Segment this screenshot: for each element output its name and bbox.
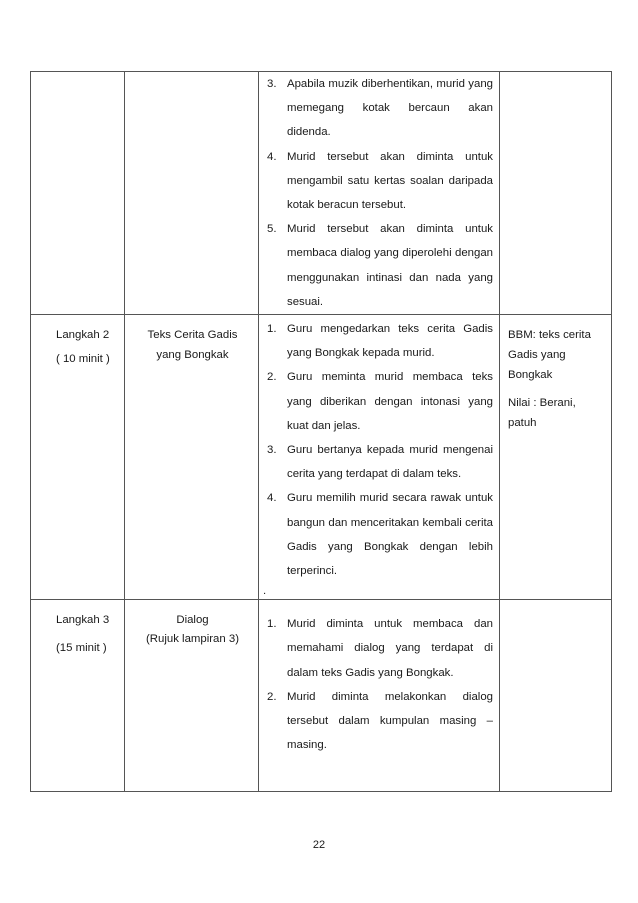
material-cell: Teks Cerita Gadis yang Bongkak <box>125 315 259 600</box>
notes-cell <box>500 315 612 600</box>
page-number: 22 <box>312 839 326 851</box>
list-item: 2. Guru meminta murid membaca teks yang diberikan dengan intonasi yang kuat dan jelas. <box>267 371 493 432</box>
material-cell: Dialog (Rujuk lampiran 3) <box>125 600 259 792</box>
step-label: Langkah 2 <box>56 329 110 342</box>
step-label: Langkah 3 <box>56 614 110 627</box>
list-item: 4. Murid tersebut akan diminta untuk mengambil satu kertas soalan daripada kotak beracun tersebut. <box>267 150 493 212</box>
notes-cell <box>500 72 612 315</box>
activity-cell <box>259 315 500 600</box>
table-row <box>31 72 612 315</box>
values-note: Nilai : Berani, patuh <box>508 397 576 430</box>
trailing-dot: . <box>263 585 267 598</box>
step-duration: ( 10 minit ) <box>56 353 110 366</box>
notes-cell <box>500 600 612 792</box>
step-cell <box>31 315 125 600</box>
step-duration: (15 minit ) <box>56 642 107 655</box>
material-cell <box>125 72 259 315</box>
step-cell <box>31 600 125 792</box>
list-item: 2. Murid diminta melakonkan dialog tersebut dalam kumpulan masing – masing. <box>267 690 493 752</box>
list-item: 3. Apabila muzik diberhentikan, murid yang memegang kotak bercaun akan didenda. <box>267 78 493 139</box>
activity-cell <box>259 72 500 315</box>
list-item: 1. Guru mengedarkan teks cerita Gadis yang Bongkak kepada murid. <box>267 323 493 360</box>
step-cell <box>31 72 125 315</box>
list-item: 4. Guru memilih murid secara rawak untuk bangun dan menceritakan kembali cerita Gadis yang Bongkak dengan lebih terperinci. <box>267 492 493 578</box>
list-item: 3. Guru bertanya kepada murid mengenai cerita yang terdapat di dalam teks. <box>267 444 493 481</box>
table-row <box>31 600 612 792</box>
table-row <box>31 315 612 600</box>
lesson-plan-table <box>30 71 612 792</box>
activity-cell <box>259 600 500 792</box>
list-item: 5. Murid tersebut akan diminta untuk membaca dialog yang diperolehi dengan menggunakan intinasi dan nada yang sesuai. <box>267 223 493 308</box>
materials-note: BBM: teks cerita Gadis yang Bongkak <box>508 329 591 382</box>
list-item: 1. Murid diminta untuk membaca dan memahami dialog yang terdapat di dalam teks Gadis yang Bongkak. <box>267 618 493 679</box>
